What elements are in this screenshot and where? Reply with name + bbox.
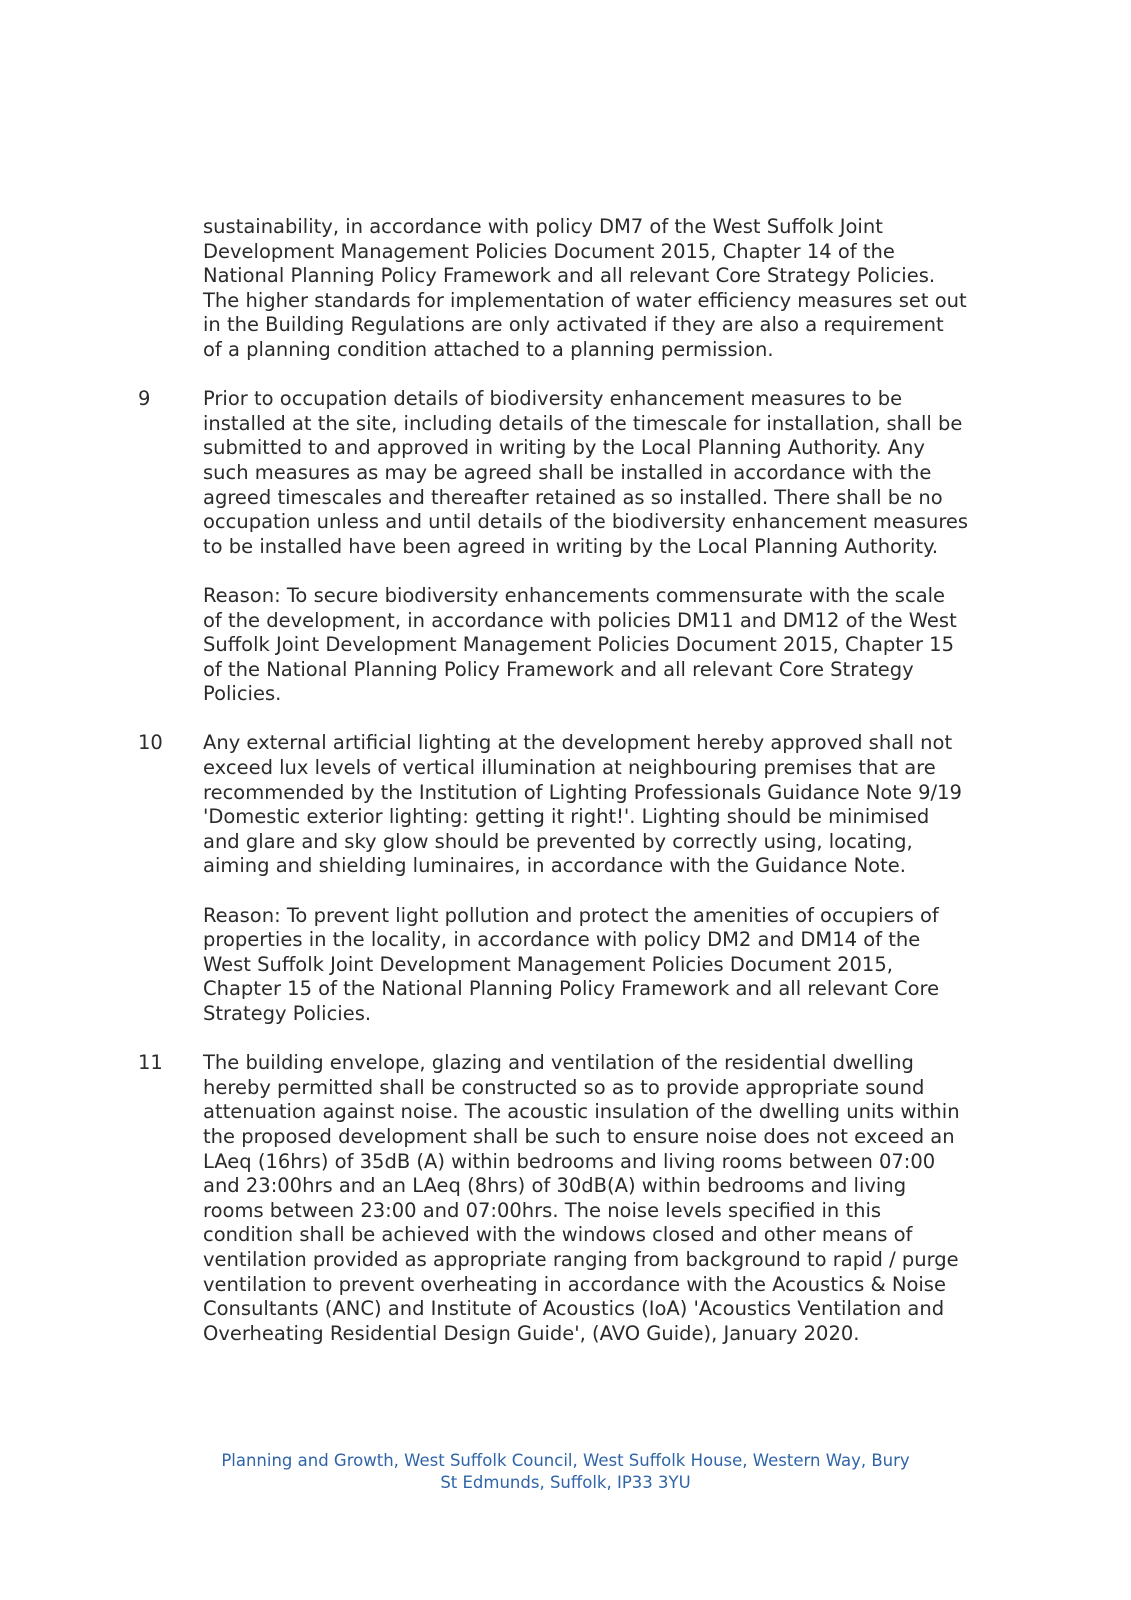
condition-reason: Reason: To prevent light pollution and protect the amenities of occupiers of properties in the locality, in accordance with policy DM2 and DM14 of the West Suffolk Joint Development Management Policies Document 2015, Chapter 15 of the National Planning Policy Framework and all relevant Core Strategy Policies.	[203, 903, 940, 1025]
condition-number: 11	[138, 1051, 163, 1075]
condition-text: The building envelope, glazing and ventilation of the residential dwelling hereby permitted shall be constructed so as to provide appropriate sound attenuation against noise. The acoustic insulation of the dwelling units within the proposed development shall be such to ensure noise does not exceed an LAeq (16hrs) of 35dB (A) within bedrooms and living rooms between 07:00 and 23:00hrs and an LAeq (8hrs) of 30dB(A) within bedrooms and living rooms between 23:00 and 07:00hrs. The noise levels specified in this condition shall be achieved with the windows closed and other means of ventilation provided as appropriate ranging from background to rapid / purge ventilation to prevent overheating in accordance with the Acoustics & Noise Consultants (ANC) and Institute of Acoustics (IoA) 'Acoustics Ventilation and Overheating Residential Design Guide', (AVO Guide), January 2020.	[203, 1051, 960, 1345]
condition-11	[138, 1051, 998, 1346]
condition-number: 9	[138, 387, 151, 411]
condition-10	[138, 731, 998, 879]
condition-9	[138, 387, 998, 559]
page-footer-address	[0, 1450, 1131, 1494]
condition-number: 10	[138, 731, 163, 755]
condition-reason: Reason: To secure biodiversity enhancements commensurate with the scale of the development, in accordance with policies DM11 and DM12 of the West Suffolk Joint Development Management Policies Document 2015, Chapter 15 of the National Planning Policy Framework and all relevant Core Strategy Policies.	[203, 583, 957, 706]
condition-text: Prior to occupation details of biodiversity enhancement measures to be installed at the site, including details of the timescale for installation, shall be submitted to and approved in writing by the Local Planning Authority. Any such measures as may be agreed shall be installed in accordance with the agreed timescales and thereafter retained as so installed. There shall be no occupation unless and until details of the biodiversity enhancement measures to be installed have been agreed in writing by the Local Planning Authority.	[203, 387, 969, 558]
footer-address-line-1: Planning and Growth, West Suffolk Council, West Suffolk House, Western Way, Bury	[221, 1451, 910, 1470]
condition-text: Any external artificial lighting at the development hereby approved shall not exceed lux levels of vertical illumination at neighbouring premises that are recommended by the Institution of Lighting Professionals Guidance Note 9/19 'Domestic exterior lighting: getting it right!'. Lighting should be minimised and glare and sky glow should be prevented by correctly using, locating, aiming and shielding luminaires, in accordance with the Guidance Note.	[203, 731, 962, 878]
continuation-paragraph: sustainability, in accordance with policy DM7 of the West Suffolk Joint Development Management Policies Document 2015, Chapter 14 of the National Planning Policy Framework and all relevant Core Strategy Policies. The higher standards for implementation of water efficiency measures set out in the Building Regulations are only activated if they are also a requirement of a planning condition attached to a planning permission.	[203, 215, 967, 361]
conditions-content	[138, 215, 998, 1346]
footer-address-line-2: St Edmunds, Suffolk, IP33 3YU	[440, 1473, 691, 1492]
